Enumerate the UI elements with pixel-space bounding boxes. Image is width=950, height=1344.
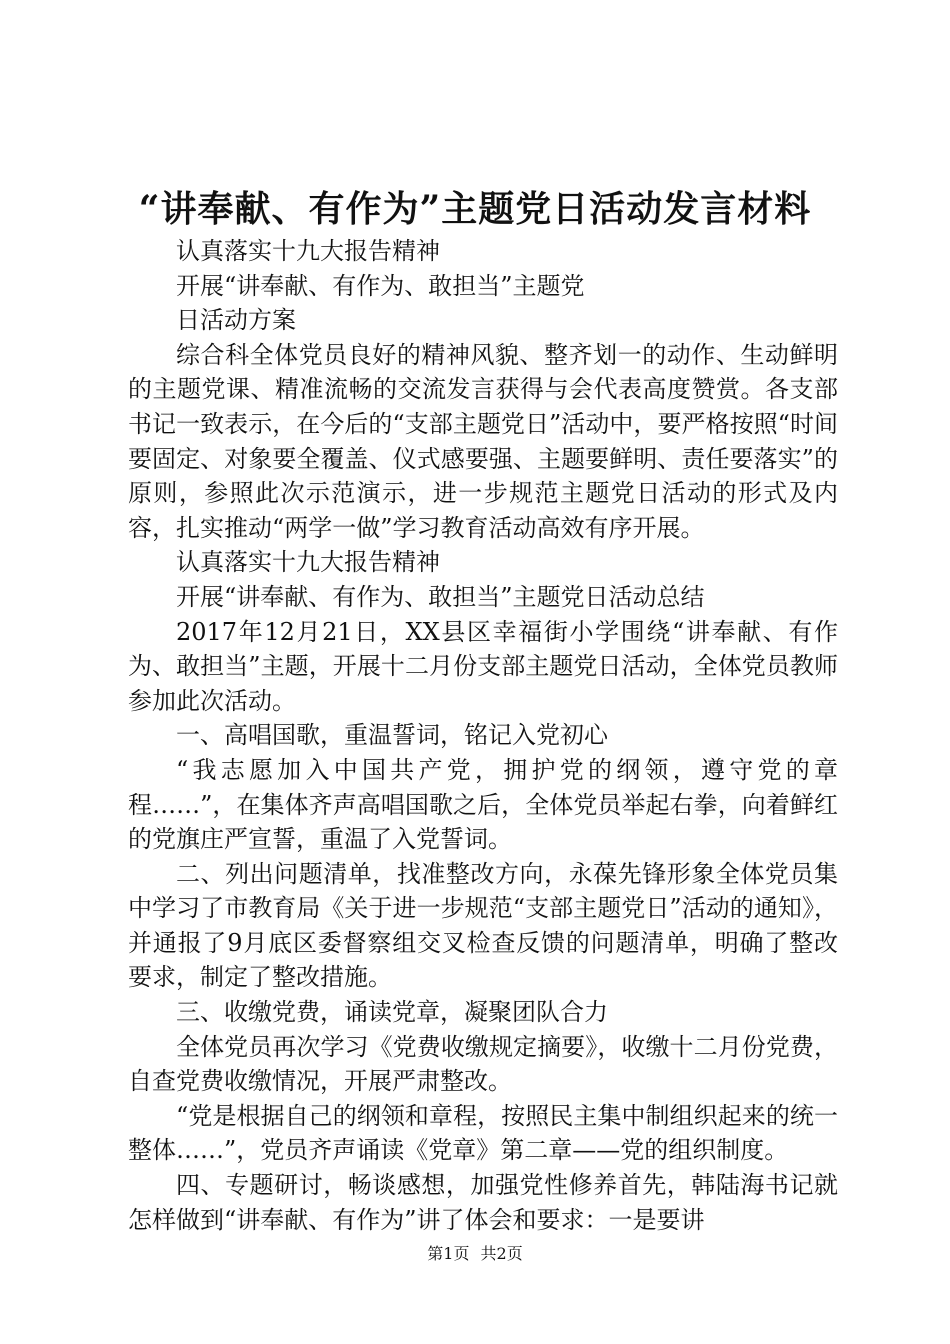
paragraph: 认真落实十九大报告精神 <box>176 548 440 577</box>
paragraph: 开展“讲奉献、有作为、敢担当”主题党 <box>176 271 585 300</box>
paragraph: 日活动方案 <box>176 306 296 335</box>
page-footer <box>0 1244 950 1264</box>
document-title: “讲奉献、有作为”主题党日活动发言材料 <box>138 188 812 230</box>
paragraph: “党是根据自己的纲领和章程，按照民主集中制组织起来的统一整体……”，党员齐声诵读《党章》第二章——党的组织制度。 <box>128 1101 838 1165</box>
paragraph: 全体党员再次学习《党费收缴规定摘要》，收缴十二月份党费，自查党费收缴情况，开展严肃整改。 <box>128 1032 838 1096</box>
paragraph: 2017年12月21日，XX县区幸福街小学围绕“讲奉献、有作为、敢担当”主题，开展十二月份支部主题党日活动，全体党员教师参加此次活动。 <box>128 617 838 715</box>
paragraph: 一、高唱国歌，重温誓词，铭记入党初心 <box>176 721 608 750</box>
paragraph: 四、专题研讨，畅谈感想，加强党性修养首先，韩陆海书记就怎样做到“讲奉献、有作为”讲了体会和要求：一是要讲 <box>128 1171 838 1234</box>
paragraph: 开展“讲奉献、有作为、敢担当”主题党日活动总结 <box>176 582 705 611</box>
paragraph: 认真落实十九大报告精神 <box>176 237 440 265</box>
paragraph: 三、收缴党费，诵读党章，凝聚团队合力 <box>176 998 608 1027</box>
paragraph: 二、列出问题清单，找准整改方向，永葆先锋形象全体党员集中学习了市教育局《关于进一步规范“支部主题党日”活动的通知》，并通报了9月底区委督察组交叉检查反馈的问题清单，明确了整改要求，制定了整改措施。 <box>128 859 838 992</box>
page-number: 第1页 <box>427 1244 470 1263</box>
document-body <box>128 234 838 1237</box>
paragraph: 综合科全体党员良好的精神风貌、整齐划一的动作、生动鲜明的主题党课、精准流畅的交流发言获得与会代表高度赞赏。各支部书记一致表示，在今后的“支部主题党日”活动中，要严格按照“时间要固定、对象要全覆盖、仪式感要强、主题要鲜明、责任要落实”的原则，参照此次示范演示，进一步规范主题党日活动的形式及内容，扎实推动“两学一做”学习教育活动高效有序开展。 <box>128 340 838 542</box>
paragraph: “我志愿加入中国共产党，拥护党的纲领，遵守党的章程……”，在集体齐声高唱国歌之后，全体党员举起右拳，向着鲜红的党旗庄严宣誓，重温了入党誓词。 <box>128 755 838 854</box>
page-total: 共2页 <box>480 1244 523 1263</box>
